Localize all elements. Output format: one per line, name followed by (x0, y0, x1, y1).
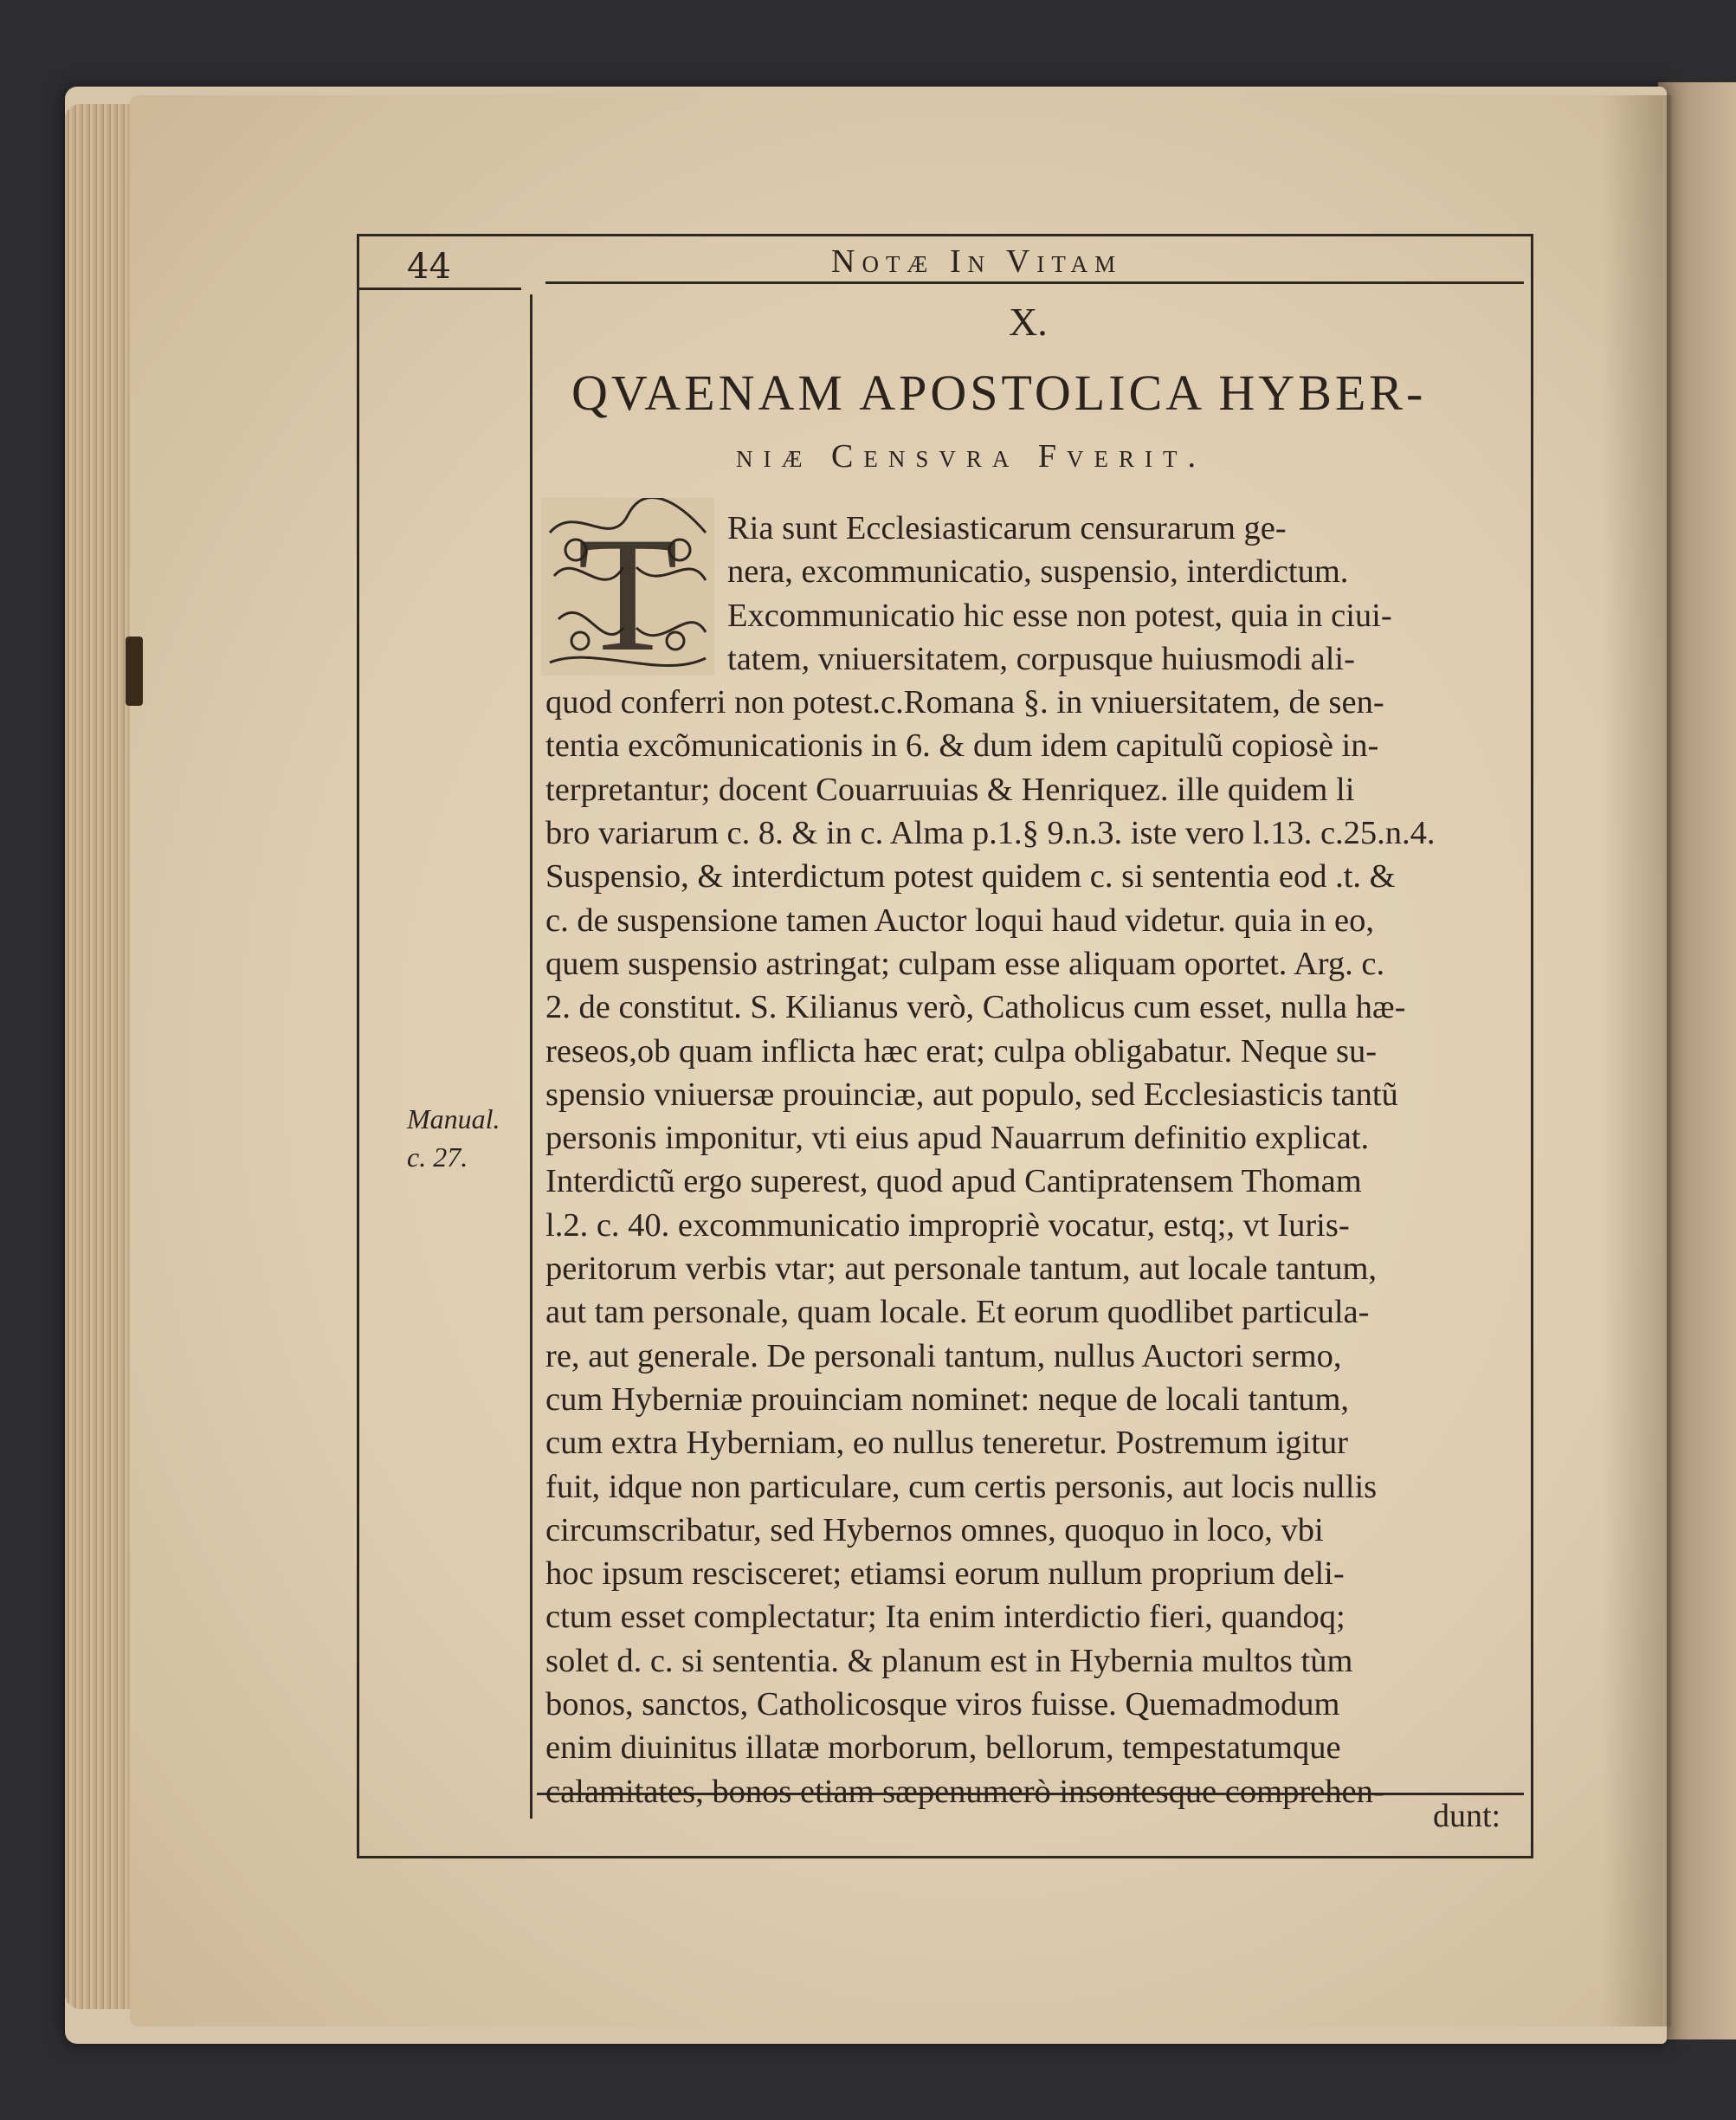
body-line: Suspensio, & interdictum potest quidem c. si sententia eod .t. & (545, 858, 1396, 895)
page-number: 44 (407, 247, 451, 287)
body-line: Interdictũ ergo superest, quod apud Cantipratensem Thomam (545, 1163, 1362, 1200)
margin-divider (530, 294, 532, 1819)
body-line: nera, excommunicatio, suspensio, interdictum. (727, 553, 1349, 591)
body-line: ctum esset complectatur; Ita enim interdictio fieri, quandoq; (545, 1599, 1346, 1636)
gutter-shadow (1602, 95, 1671, 2026)
initial-letter: T (577, 504, 679, 675)
body-line: cum extra Hyberniam, eo nullus teneretur. Postremum igitur (545, 1425, 1348, 1462)
body-line: fuit, idque non particulare, cum certis personis, aut locis nullis (545, 1468, 1378, 1505)
body-line: personis imponitur, vti eius apud Nauarrum definitio explicat. (545, 1120, 1370, 1157)
body-line: terpretantur; docent Couarruuias & Henriquez. ille quidem li (545, 771, 1355, 808)
body-line: enim diuinitus illatæ morborum, bellorum, tempestatumque (545, 1729, 1341, 1767)
header-rule-left (357, 288, 521, 290)
body-line: reseos,ob quam inflicta hæc erat; culpa obligabatur. Neque su- (545, 1032, 1378, 1070)
body-line: aut tam personale, quam locale. Et eorum quodlibet particula- (545, 1294, 1370, 1331)
body-line: spensio vniuersæ prouinciæ, aut populo, sed Ecclesiasticis tantũ (545, 1076, 1398, 1113)
chapter-title-line-1: QVAENAM APOSTOLICA HYBER- (571, 365, 1427, 421)
body-line: Excommunicatio hic esse non potest, quia in ciui- (727, 597, 1392, 634)
body-line: bro variarum c. 8. & in c. Alma p.1.§ 9.n.3. iste vero l.13. c.25.n.4. (545, 815, 1436, 852)
margin-note-line: c. 27. (407, 1141, 468, 1173)
margin-note (407, 1100, 500, 1176)
body-line: tentia excõmunicationis in 6. & dum idem capitulũ copiosè in- (545, 727, 1379, 765)
header-rule-right (545, 281, 1524, 284)
body-line: bonos, sanctos, Catholicosque viros fuisse. Quemadmodum (545, 1686, 1340, 1723)
body-line: quod conferri non potest.c.Romana §. in vniuersitatem, de sen- (545, 684, 1384, 721)
body-line: circumscribatur, sed Hybernos omnes, quoquo in loco, vbi (545, 1511, 1324, 1548)
body-line: cum Hyberniæ prouinciam nominet: neque de locali tantum, (545, 1380, 1350, 1418)
chapter-title-line-2: niæ Censvra Fverit. (736, 438, 1206, 475)
body-line: tatem, vniuersitatem, corpusque huiusmodi ali- (727, 640, 1355, 677)
catchword: dunt: (1433, 1798, 1501, 1834)
body-text (545, 507, 1533, 1813)
body-line: l.2. c. 40. excommunicatio impropriè vocatur, estq;, vt Iuris- (545, 1206, 1350, 1244)
body-line: 2. de constitut. S. Kilianus verò, Catholicus cum esset, nulla hæ- (545, 989, 1406, 1026)
body-line: re, aut generale. De personali tantum, nullus Auctori sermo, (545, 1337, 1342, 1374)
body-line: c. de suspensione tamen Auctor loqui haud videtur. quia in eo, (545, 902, 1374, 939)
section-numeral: X. (1009, 300, 1048, 344)
body-line: quem suspensio astringat; culpam esse aliquam oportet. Arg. c. (545, 945, 1385, 982)
body-line: hoc ipsum rescisceret; etiamsi eorum nullum proprium deli- (545, 1555, 1345, 1593)
body-line: calamitates, bonos etiam sæpenumerò insontesque comprehen- (545, 1773, 1384, 1810)
running-head: Notæ In Vitam (831, 243, 1123, 280)
body-line: peritorum verbis vtar; aut personale tantum, aut locale tantum, (545, 1251, 1378, 1288)
body-line: Ria sunt Ecclesiasticarum censurarum ge- (727, 510, 1287, 546)
body-line: solet d. c. si sententia. & planum est in Hybernia multos tùm (545, 1642, 1353, 1679)
margin-note-line: Manual. (407, 1103, 500, 1134)
page-tab (126, 637, 143, 706)
